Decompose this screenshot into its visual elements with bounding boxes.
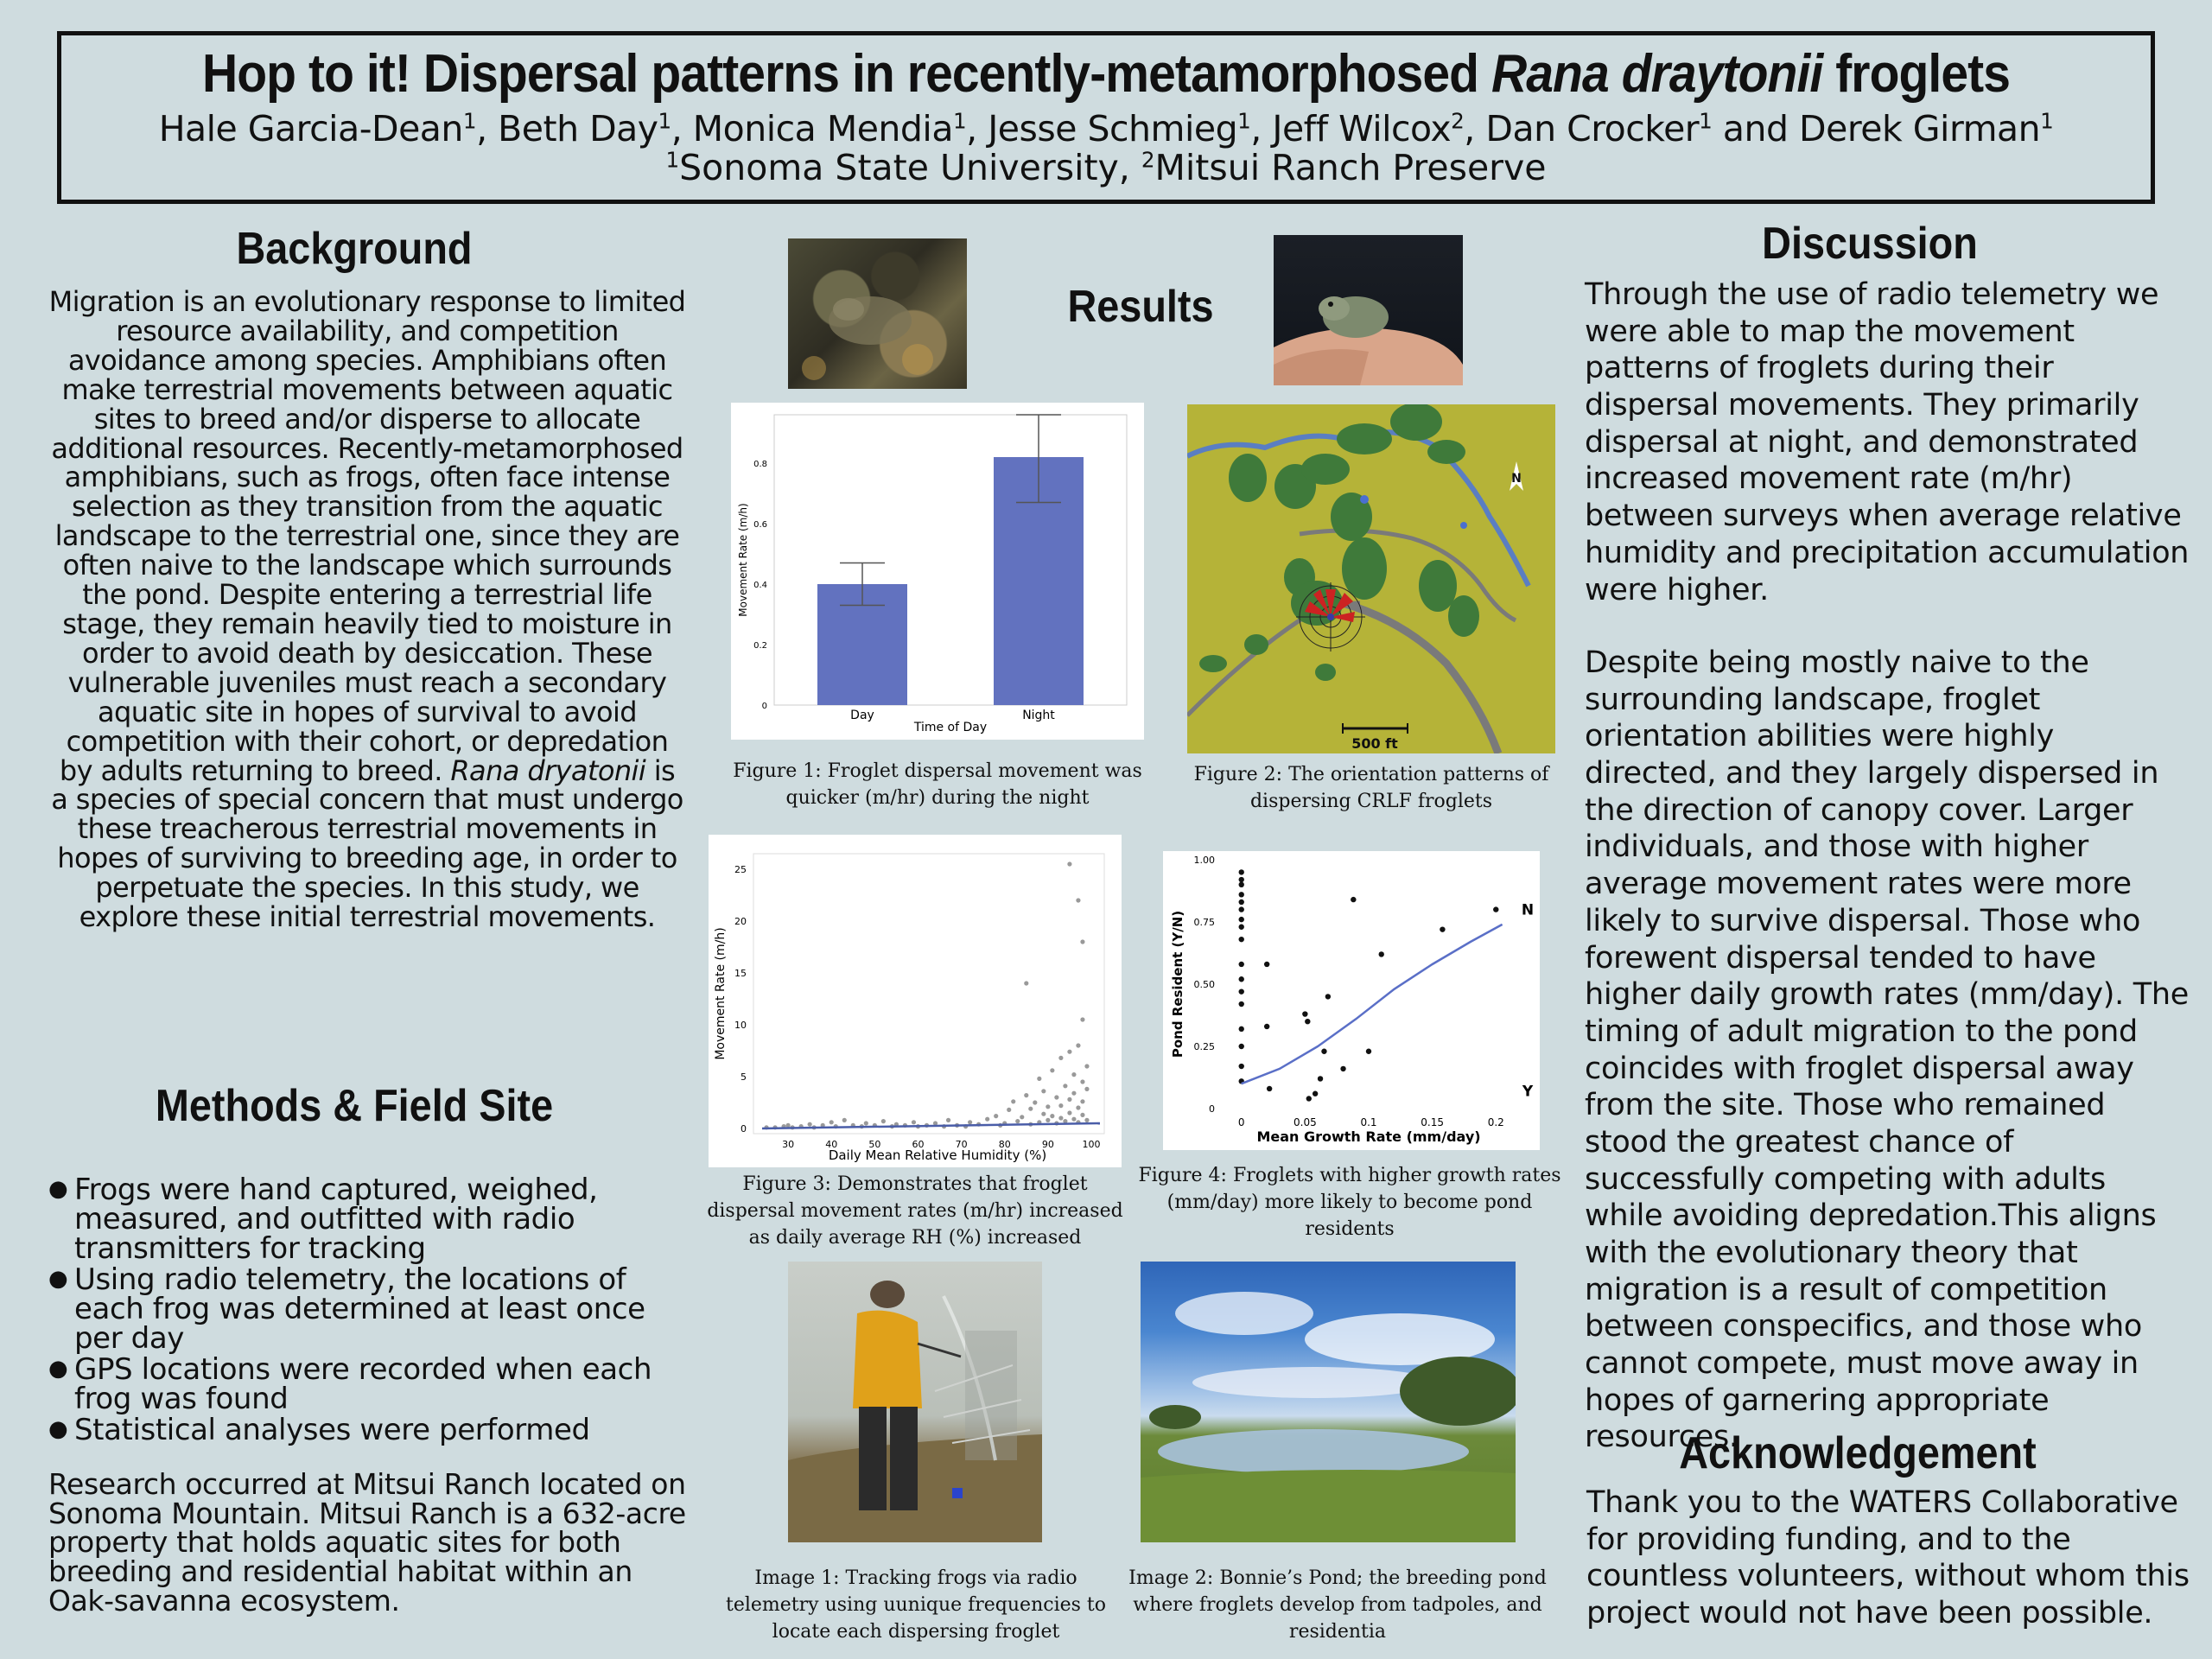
x-tick-label: Day (850, 709, 874, 722)
image-1-radio-telemetry-photo (788, 1262, 1042, 1542)
data-point (864, 1121, 868, 1125)
data-point (1351, 897, 1356, 902)
y-tick-label: 0.6 (753, 520, 767, 530)
y-axis-label: Movement Rate (m/h) (714, 927, 728, 1060)
data-point (842, 1118, 847, 1122)
author-affiliation-mark: 1 (462, 108, 477, 134)
data-point (946, 1118, 950, 1122)
data-point (1493, 906, 1498, 912)
author-separator: , (1464, 108, 1486, 149)
figure-4-logistic-plot (1163, 851, 1540, 1150)
froglet-on-finger-photo (1274, 235, 1463, 385)
methods-heading: Methods & Field Site (155, 1081, 554, 1131)
y-tick-label: 1.00 (1193, 855, 1215, 866)
data-point (1080, 939, 1084, 944)
data-point (1058, 1056, 1063, 1060)
data-point (985, 1117, 989, 1122)
data-point (1239, 906, 1244, 912)
figure-1-caption: Figure 1: Froglet dispersal movement was quicker (m/hr) during the night (733, 760, 1142, 809)
data-point (881, 1119, 886, 1123)
methods-bullet-item: ● GPS locations were recorded when each frog was found (48, 1355, 688, 1414)
y-tick-label: 0.50 (1193, 979, 1215, 990)
background-heading: Background (236, 224, 473, 274)
figure-3-caption: Figure 3: Demonstrates that froglet dispersal movement rates (m/hr) increased as daily average RH (%) increased (707, 1173, 1123, 1249)
plot-frame (753, 854, 1104, 1134)
data-point (1379, 951, 1384, 957)
discussion-paragraph-2: Despite being mostly naive to the surrounding landscape, froglet orientation abilities were highly directed, and they largely dispersed in the direction of canopy cover. Larger individuals, and those with higher average movement rates were more likely to survive dispersal. Those who forewent dispersal tended to have higher daily growth rates (mm/day). The timing of adult migration to the pond coincides with froglet dispersal away from the site. Those who remained stood the greatest chance of successfully competing with adults while avoiding depredation.This aligns with the evolutionary theory that migration is a result of competition between conspecifics, and those who cannot compete, must move away in hopes of garnering appropriate resources. (1585, 645, 2189, 1455)
data-point (1080, 1099, 1084, 1103)
data-point (1325, 994, 1331, 999)
data-point (1076, 898, 1080, 902)
data-point (1067, 861, 1071, 866)
field-site-text: Research occurred at Mitsui Ranch located on Sonoma Mountain. Mitsui Ranch is a 632-acre property that holds aquatic sites for both breeding and residential habitat within an Oak-savanna ecosystem. (48, 1467, 686, 1618)
x-tick-label: 0.15 (1421, 1116, 1444, 1128)
data-point (1239, 899, 1244, 905)
author-affiliation-mark: 2 (1451, 108, 1465, 134)
author-list (61, 110, 2151, 149)
data-point (1239, 976, 1244, 982)
poster-header (57, 31, 2155, 204)
x-tick-label: 70 (955, 1139, 968, 1150)
acknowledgement-text: Thank you to the WATERS Collaborative for providing funding, and to the countless volunteers, without whom this project would not have been possible. (1586, 1485, 2190, 1631)
data-point (1058, 1116, 1063, 1120)
data-point (1239, 882, 1244, 887)
methods-bullet-list (48, 1175, 688, 1446)
author-separator: , (476, 108, 499, 149)
image-1-caption: Image 1: Tracking frogs via radio telemetry using uunique frequencies to locate each dispersing froglet (726, 1567, 1106, 1643)
data-point (1007, 1108, 1011, 1112)
data-point (1239, 892, 1244, 897)
x-tick-label: Night (1022, 709, 1055, 722)
author-affiliation-mark: 1 (1699, 108, 1713, 134)
side-label-y: Y (1522, 1083, 1534, 1101)
figure-2-caption: Figure 2: The orientation patterns of dispersing CRLF froglets (1193, 764, 1549, 812)
figure-1-panel (731, 403, 1144, 740)
frog-photo-ground (788, 238, 967, 389)
data-point (1046, 1104, 1050, 1109)
affiliation-separator: , (1118, 147, 1141, 189)
data-point (785, 1123, 790, 1128)
data-point (1050, 1114, 1054, 1118)
x-tick-label: 50 (868, 1139, 881, 1150)
data-point (1084, 1118, 1089, 1122)
data-point (1440, 926, 1445, 931)
affiliation-number: 2 (1141, 147, 1155, 173)
author-name: Beth Day (498, 108, 658, 149)
data-point (1239, 925, 1244, 930)
x-tick-label: 80 (998, 1139, 1011, 1150)
data-point (1084, 1064, 1089, 1068)
data-point (1239, 1064, 1244, 1069)
y-tick-label: 15 (734, 968, 747, 979)
y-tick-label: 0.25 (1193, 1041, 1215, 1052)
data-point (1024, 1093, 1028, 1097)
data-point (1239, 869, 1244, 874)
data-point (808, 1122, 812, 1127)
x-axis-label: Mean Growth Rate (mm/day) (1256, 1128, 1481, 1145)
data-point (1071, 1072, 1076, 1077)
discussion-paragraph-1: Through the use of radio telemetry we were able to map the movement patterns of froglets during their dispersal movements. They primarily dispersal at night, and demonstrated increased movement rate (m/hr) between surveys when average relative humidity and precipitation accumulation were higher. (1585, 277, 2190, 607)
image-2-pond-photo (1141, 1262, 1516, 1542)
author-separator: , (966, 108, 988, 149)
author-name: Jesse Schmieg (988, 108, 1238, 149)
author-name: Dan Crocker (1485, 108, 1700, 149)
data-point (1067, 1110, 1071, 1115)
figure-1-bar-chart (731, 403, 1144, 740)
image-2-caption: Image 2: Bonnie’s Pond; the breeding pond where froglets develop from tadpoles, and residentia (1128, 1567, 1547, 1643)
data-point (1071, 1091, 1076, 1096)
map-drawing (1187, 404, 1555, 753)
acknowledgement-heading: Acknowledgement (1679, 1428, 2037, 1478)
data-point (1366, 1049, 1371, 1054)
data-point (1239, 917, 1244, 922)
affiliation-number: 1 (665, 147, 680, 173)
data-point (968, 1120, 972, 1124)
data-point (912, 1120, 916, 1124)
methods-bullet-item: ● Using radio telemetry, the locations of each frog was determined at least once per day (48, 1265, 688, 1353)
data-point (1041, 1089, 1046, 1093)
y-axis-label: Pond Resident (Y/N) (1170, 910, 1185, 1058)
poster-title: Hop to it! Dispersal patterns in recently-metamorphosed Rana draytonii froglets (201, 44, 2011, 104)
author-affiliation-mark: 1 (1237, 108, 1251, 134)
data-point (1067, 1050, 1071, 1054)
results-heading: Results (1067, 282, 1214, 332)
data-point (1302, 1011, 1307, 1016)
data-point (1264, 962, 1269, 967)
x-tick-label: 0.2 (1487, 1116, 1504, 1128)
data-point (1037, 1077, 1041, 1081)
figure-3-scatter-plot (709, 835, 1122, 1167)
data-point (1318, 1076, 1323, 1081)
data-point (830, 1120, 834, 1124)
data-point (1305, 1019, 1310, 1024)
map-scale-label: 500 ft (1351, 735, 1398, 752)
data-point (1046, 1118, 1050, 1122)
y-tick-label: 0 (761, 702, 767, 711)
author-affiliation-mark: 1 (952, 108, 967, 134)
y-tick-label: 0.2 (753, 641, 767, 651)
author-affiliation-mark: 1 (658, 108, 671, 134)
author-separator: , (1250, 108, 1273, 149)
data-point (1076, 1105, 1080, 1109)
data-point (1050, 1068, 1054, 1072)
affiliation-name: Mitsui Ranch Preserve (1154, 147, 1547, 189)
data-point (1084, 1087, 1089, 1091)
x-axis-label: Time of Day (913, 721, 988, 734)
data-point (1267, 1086, 1272, 1091)
data-point (1063, 1084, 1067, 1088)
y-tick-label: 0.8 (753, 460, 767, 469)
methods-bullet-item: ● Frogs were hand captured, weighed, measured, and outfitted with radio transmitters for tracking (48, 1175, 688, 1263)
discussion-heading: Discussion (1762, 219, 1978, 269)
y-tick-label: 0 (1209, 1103, 1215, 1115)
figure-4-caption: Figure 4: Froglets with higher growth rates (mm/day) more likely to become pond residents (1138, 1165, 1561, 1240)
data-point (1071, 1117, 1076, 1122)
data-point (1239, 877, 1244, 882)
methods-bullet-item: ● Statistical analyses were performed (48, 1415, 688, 1445)
data-point (1033, 1100, 1037, 1104)
y-tick-label: 0 (741, 1123, 747, 1135)
data-point (1264, 1024, 1269, 1029)
data-point (1239, 937, 1244, 942)
map-north-label: N (1511, 472, 1522, 486)
x-tick-label: 90 (1041, 1139, 1054, 1150)
data-point (1321, 1049, 1326, 1054)
y-tick-label: 20 (734, 916, 747, 927)
x-axis-label: Daily Mean Relative Humidity (%) (828, 1147, 1047, 1163)
data-point (1239, 988, 1244, 994)
x-tick-label: 30 (782, 1139, 795, 1150)
data-point (1028, 1107, 1033, 1111)
author-name: Derek Girman (1799, 108, 2041, 149)
affiliation-list (61, 149, 2151, 188)
author-separator: , (671, 108, 693, 149)
author-name: Monica Mendia (692, 108, 953, 149)
side-label-n: N (1521, 901, 1535, 919)
data-point (1041, 1112, 1046, 1116)
y-tick-label: 25 (734, 864, 747, 875)
x-tick-label: 60 (912, 1139, 925, 1150)
data-point (1080, 1017, 1084, 1021)
data-point (1067, 1097, 1071, 1102)
data-point (1306, 1096, 1312, 1101)
y-tick-label: 0.4 (753, 581, 767, 590)
x-tick-label: 100 (1082, 1139, 1101, 1150)
y-tick-label: 0.75 (1193, 917, 1215, 928)
data-point (1080, 1079, 1084, 1084)
y-tick-label: 10 (734, 1020, 747, 1031)
y-axis-label: Movement Rate (m/h) (737, 503, 749, 617)
data-point (1054, 1095, 1058, 1099)
author-affiliation-mark: 1 (2040, 108, 2054, 134)
data-point (1015, 1119, 1020, 1123)
x-tick-label: 0.1 (1360, 1116, 1377, 1128)
logistic-curve (1242, 925, 1503, 1084)
background-text: Migration is an evolutionary response to limited resource availability, and competition avoidance among species. Amphibians often make terrestrial movements between aquatic sites to breed and/or disperse to allocate additional resources. Recently-metamorphosed amphibians, such as frogs, often face intense selection as they transition from the aquatic landscape to the terrestrial one, since they are often naive to the landscape which surrounds the pond. Despite entering a terrestrial life stage, they remain heavily tied to moisture in order to avoid death by desiccation. These vulnerable juveniles must reach a secondary aquatic site in hopes of survival to avoid competition with their cohort, or depredation by adults returning to breed. Rana dryatonii is a species of special concern that must undergo these treacherous terrestrial movements in hopes of surviving to breeding age, in order to perpetuate the species. In this study, we explore these initial terrestrial movements. (48, 285, 686, 934)
data-point (1020, 1115, 1024, 1119)
data-point (1239, 1001, 1244, 1007)
author-name: Jeff Wilcox (1272, 108, 1452, 149)
data-point (1239, 1044, 1244, 1049)
figure-4-panel (1163, 851, 1540, 1150)
author-name: Hale Garcia-Dean (158, 108, 463, 149)
data-point (1239, 962, 1244, 967)
data-point (994, 1114, 998, 1118)
data-point (1239, 1027, 1244, 1032)
figure-3-panel (709, 835, 1122, 1167)
y-tick-label: 5 (741, 1071, 747, 1083)
x-tick-label: 0 (1237, 1116, 1245, 1128)
data-point (1076, 1043, 1080, 1047)
data-point (1340, 1066, 1345, 1071)
author-separator: and (1712, 108, 1800, 149)
figure-2-map (1187, 404, 1555, 753)
data-point (1011, 1099, 1015, 1103)
data-point (1080, 1113, 1084, 1117)
affiliation-name: Sonoma State University (679, 147, 1119, 189)
data-point (1058, 1103, 1063, 1108)
data-point (1024, 981, 1028, 985)
data-point (1313, 1091, 1318, 1096)
x-tick-label: 0.05 (1294, 1116, 1317, 1128)
x-tick-label: 40 (825, 1139, 838, 1150)
